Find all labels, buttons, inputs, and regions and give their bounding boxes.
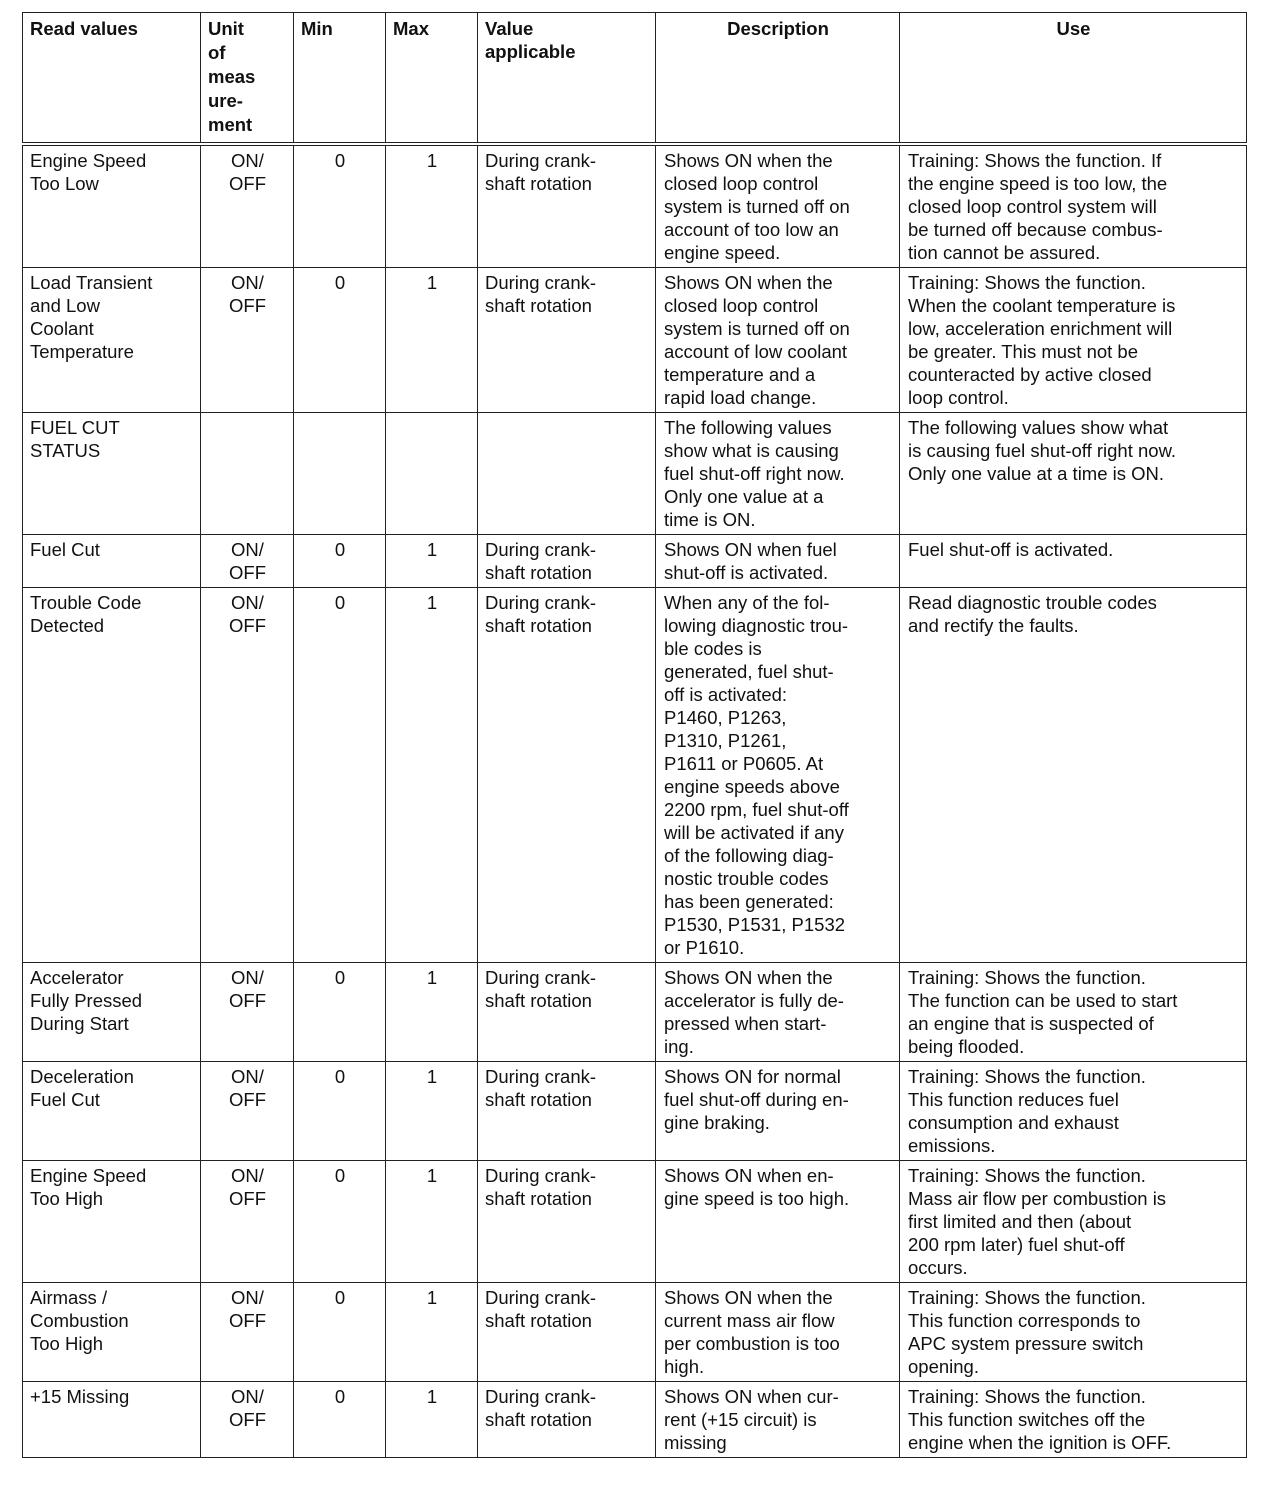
cell-max: 1 — [386, 1161, 478, 1283]
cell-max — [386, 413, 478, 535]
cell-read-value: FUEL CUT STATUS — [23, 413, 201, 535]
cell-value-applicable: During crank- shaft rotation — [478, 1062, 656, 1161]
cell-max: 1 — [386, 1062, 478, 1161]
cell-max: 1 — [386, 588, 478, 963]
read-values-table — [22, 12, 1247, 1458]
cell-use: Training: Shows the function. This function switches off the engine when the ignition is OFF. — [900, 1382, 1247, 1458]
cell-max: 1 — [386, 144, 478, 268]
cell-min: 0 — [294, 535, 386, 588]
cell-use: Fuel shut-off is activated. — [900, 535, 1247, 588]
cell-value-applicable: During crank- shaft rotation — [478, 1161, 656, 1283]
header-max: Max — [386, 13, 478, 145]
table-row — [23, 1062, 1247, 1161]
table-row — [23, 1161, 1247, 1283]
cell-read-value: Trouble Code Detected — [23, 588, 201, 963]
cell-value-applicable: During crank- shaft rotation — [478, 1283, 656, 1382]
cell-use: Training: Shows the function. This function corresponds to APC system pressure switch opening. — [900, 1283, 1247, 1382]
cell-value-applicable — [478, 413, 656, 535]
table-row — [23, 588, 1247, 963]
header-read-values: Read values — [23, 13, 201, 145]
cell-max: 1 — [386, 535, 478, 588]
cell-unit: ON/ OFF — [201, 963, 294, 1062]
cell-use: Training: Shows the function. When the coolant temperature is low, acceleration enrichment will be greater. This must not be counteracted by active closed loop control. — [900, 268, 1247, 413]
cell-description: The following values show what is causing fuel shut-off right now. Only one value at a time is ON. — [656, 413, 900, 535]
cell-min: 0 — [294, 963, 386, 1062]
cell-min: 0 — [294, 1283, 386, 1382]
table-row — [23, 413, 1247, 535]
header-row — [23, 13, 1247, 145]
cell-read-value: Load Transient and Low Coolant Temperature — [23, 268, 201, 413]
table-row — [23, 1382, 1247, 1458]
cell-min: 0 — [294, 268, 386, 413]
cell-use: The following values show what is causing fuel shut-off right now. Only one value at a time is ON. — [900, 413, 1247, 535]
header-min: Min — [294, 13, 386, 145]
cell-value-applicable: During crank- shaft rotation — [478, 268, 656, 413]
cell-unit: ON/ OFF — [201, 1062, 294, 1161]
cell-description: When any of the fol- lowing diagnostic trou- ble codes is generated, fuel shut- off is activated: P1460, P1263, P1310, P1261, P1611 or P0605. At engine speeds above 2200 rpm, fuel shut-off will be activated if any of the following diag- nostic trouble codes has been generated: P1530, P1531, P1532 or P1610. — [656, 588, 900, 963]
cell-unit: ON/ OFF — [201, 1382, 294, 1458]
cell-value-applicable: During crank- shaft rotation — [478, 1382, 656, 1458]
cell-read-value: +15 Missing — [23, 1382, 201, 1458]
read-values-table-page — [22, 12, 1246, 1458]
cell-min: 0 — [294, 588, 386, 963]
cell-description: Shows ON when the closed loop control system is turned off on account of too low an engine speed. — [656, 144, 900, 268]
table-row — [23, 963, 1247, 1062]
cell-unit: ON/ OFF — [201, 268, 294, 413]
cell-min: 0 — [294, 1161, 386, 1283]
cell-min — [294, 413, 386, 535]
cell-read-value: Airmass / Combustion Too High — [23, 1283, 201, 1382]
cell-read-value: Accelerator Fully Pressed During Start — [23, 963, 201, 1062]
cell-description: Shows ON for normal fuel shut-off during en- gine braking. — [656, 1062, 900, 1161]
cell-unit: ON/ OFF — [201, 535, 294, 588]
table-row — [23, 1283, 1247, 1382]
cell-unit: ON/ OFF — [201, 588, 294, 963]
cell-use: Training: Shows the function. Mass air flow per combustion is first limited and then (about 200 rpm later) fuel shut-off occurs. — [900, 1161, 1247, 1283]
cell-unit: ON/ OFF — [201, 144, 294, 268]
cell-read-value: Fuel Cut — [23, 535, 201, 588]
cell-description: Shows ON when cur- rent (+15 circuit) is missing — [656, 1382, 900, 1458]
table-row — [23, 268, 1247, 413]
header-value-applicable: Value applicable — [478, 13, 656, 145]
cell-use: Training: Shows the function. If the engine speed is too low, the closed loop control system will be turned off because combus- tion cannot be assured. — [900, 144, 1247, 268]
cell-max: 1 — [386, 963, 478, 1062]
cell-use: Read diagnostic trouble codes and rectify the faults. — [900, 588, 1247, 963]
cell-use: Training: Shows the function. The function can be used to start an engine that is suspected of being flooded. — [900, 963, 1247, 1062]
cell-description: Shows ON when en- gine speed is too high. — [656, 1161, 900, 1283]
header-use: Use — [900, 13, 1247, 145]
cell-max: 1 — [386, 268, 478, 413]
cell-unit: ON/ OFF — [201, 1161, 294, 1283]
cell-value-applicable: During crank- shaft rotation — [478, 144, 656, 268]
header-unit: Unit of meas ure- ment — [201, 13, 294, 145]
cell-read-value: Engine Speed Too High — [23, 1161, 201, 1283]
cell-max: 1 — [386, 1283, 478, 1382]
cell-description: Shows ON when the current mass air flow per combustion is too high. — [656, 1283, 900, 1382]
header-description: Description — [656, 13, 900, 145]
cell-value-applicable: During crank- shaft rotation — [478, 535, 656, 588]
cell-min: 0 — [294, 1062, 386, 1161]
cell-unit — [201, 413, 294, 535]
table-row — [23, 535, 1247, 588]
table-row — [23, 144, 1247, 268]
cell-read-value: Deceleration Fuel Cut — [23, 1062, 201, 1161]
cell-max: 1 — [386, 1382, 478, 1458]
cell-value-applicable: During crank- shaft rotation — [478, 588, 656, 963]
cell-min: 0 — [294, 144, 386, 268]
cell-min: 0 — [294, 1382, 386, 1458]
cell-description: Shows ON when fuel shut-off is activated. — [656, 535, 900, 588]
cell-description: Shows ON when the closed loop control system is turned off on account of low coolant temperature and a rapid load change. — [656, 268, 900, 413]
cell-use: Training: Shows the function. This function reduces fuel consumption and exhaust emissions. — [900, 1062, 1247, 1161]
cell-value-applicable: During crank- shaft rotation — [478, 963, 656, 1062]
cell-unit: ON/ OFF — [201, 1283, 294, 1382]
cell-read-value: Engine Speed Too Low — [23, 144, 201, 268]
cell-description: Shows ON when the accelerator is fully de- pressed when start- ing. — [656, 963, 900, 1062]
